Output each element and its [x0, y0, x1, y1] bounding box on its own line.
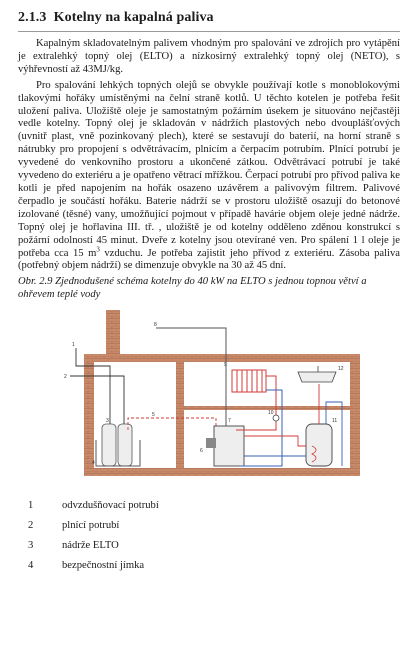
legend-item: [28, 520, 400, 532]
legend-item: [28, 540, 400, 552]
legend-item: [28, 560, 400, 572]
middle-slab: [184, 406, 350, 410]
washbasin: [298, 372, 336, 382]
label-10: 10: [268, 410, 274, 417]
superscript-3: 3: [96, 244, 100, 253]
section-title: Kotelny na kapalná paliva: [53, 10, 214, 25]
legend-number: 3: [28, 540, 34, 552]
legend-number: 1: [28, 500, 34, 512]
label-9: 9: [224, 362, 227, 369]
section-number: 2.1.3: [18, 10, 47, 25]
paragraph-main: [18, 80, 400, 274]
label-7: 7: [228, 418, 231, 425]
hot-water-cylinder: [306, 424, 332, 466]
boiler-room-diagram: [36, 306, 396, 486]
filling-pipe: [70, 376, 124, 424]
legend-number: 4: [28, 560, 34, 572]
fuel-pipe: [128, 418, 216, 444]
label-12: 12: [338, 366, 344, 373]
left-wall: [84, 354, 94, 476]
chimney: [106, 310, 120, 355]
floor-slab: [84, 468, 360, 476]
oil-tank-2: [118, 424, 132, 466]
label-5: 5: [152, 412, 155, 419]
ceiling-slab: [84, 354, 360, 362]
cylinder-supply: [244, 436, 306, 446]
section-heading: [18, 10, 400, 26]
legend-text: plnící potrubí: [62, 520, 120, 532]
label-4: 4: [92, 460, 95, 467]
heading-rule: [18, 31, 400, 32]
figure-caption: Obr. 2.9 Zjednodušené schéma kotelny do 40 kW na ELTO s jednou topnou větví a ohřevem teplé vody: [18, 276, 367, 301]
fire-wall: [176, 362, 184, 468]
paragraph-main-text: Pro spalování lehkých topných olejů se obvykle používají kotle s monoblokovými tlakovými hořáky umístěnými na čelní straně kotlů. U těchto kotelen je potřeba řešit uložení paliva. Uložiště oleje je samostatným požárním úsekem je situováno nejčastěji vedle kotelny. Topný olej je skladován v nádržích plastových nebo dvouplášťových (uvnitř plast, vně pozinkovaný plech), které se sestavují do baterií, na horní straně s nátrubky pro propojení s odvětrávacím, plnicím a čerpacím potrubím. Plnící potrubí je vyvedené do venkovního prostoru a ukončené zátkou. Odvětrávací potrubí je také vyvedeno do exteriéru a je opatřeno větrací mřížkou. Čerpací potrubí pro přívod paliva ke kotli je před napojením na hořák osazeno uzávěrem a palivovým filtrem. Palivové čerpadlo je součástí hořáku. Baterie nádrží se v prostoru uložiště osazují do betonové izolované (těsné) vany, umožňující pojmout v případě havárie objem oleje jedné nádrže. Topný olej je hořlavina III. tř. , uložiště je od kotelny odděleno zděnou konstrukcí s požární odolností 45 minut. Dveře z kotelny jsou otevírané ven. Pro spálení 1 l oleje je potřeba cca 15 m: [18, 79, 400, 259]
diagram-svg: [36, 306, 396, 486]
paragraph-main-tail: vzduchu. Je potřeba zajistit jeho přívod z exteriéru. Zásoba paliva (potřebný objem nádrží) se dimenzuje obvykle na 30 až 45 dní.: [18, 247, 400, 272]
flue-pipe: [156, 328, 226, 426]
right-wall: [350, 354, 360, 476]
label-1: 1: [72, 342, 75, 349]
label-3: 3: [106, 418, 109, 425]
label-2: 2: [64, 374, 67, 381]
legend-item: [28, 500, 400, 512]
figure-legend: [18, 500, 400, 572]
paragraph-intro: Kapalným skladovatelným palivem vhodným pro spalování ve zdrojích pro vytápění je extralehký topný olej (ELTO) a nízkosirný extralehký topný olej (NETO), s výhřevností až 43MJ/kg.: [18, 38, 400, 75]
boiler: [214, 426, 244, 466]
circulation-pump: [273, 415, 279, 421]
label-11: 11: [332, 418, 338, 425]
label-6: 6: [200, 448, 203, 455]
oil-tank-1: [102, 424, 116, 466]
burner: [206, 438, 216, 448]
label-8: 8: [154, 322, 157, 329]
legend-text: nádrže ELTO: [62, 540, 119, 552]
legend-text: odvzdušňovací potrubí: [62, 500, 159, 512]
legend-number: 2: [28, 520, 34, 532]
legend-text: bezpečnostní jímka: [62, 560, 145, 572]
